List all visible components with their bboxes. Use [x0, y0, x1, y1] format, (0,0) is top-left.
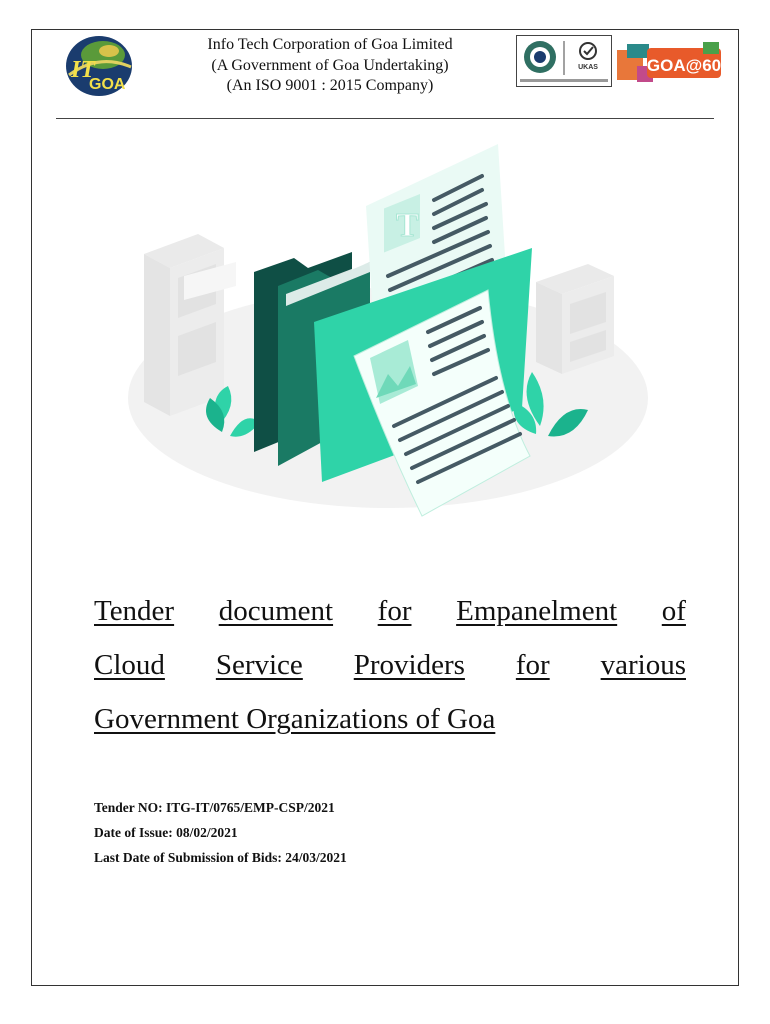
- documents-illustration: [118, 136, 658, 536]
- last-date-submission: Last Date of Submission of Bids: 24/03/2021: [94, 850, 347, 865]
- svg-text:T: T: [396, 207, 419, 244]
- organization-header: [150, 35, 510, 97]
- svg-text:GOA: GOA: [89, 76, 126, 93]
- goa60-badge: [617, 40, 721, 86]
- title-line-2: Cloud Service Providers for various: [94, 649, 686, 681]
- svg-text:IT: IT: [71, 57, 95, 83]
- date-of-issue: Date of Issue: 08/02/2021: [94, 825, 238, 840]
- svg-text:UKAS: UKAS: [578, 64, 598, 71]
- title-line-1: Tender document for Empanelment of: [94, 595, 686, 627]
- right-cabinet: [536, 264, 614, 374]
- document-title: [94, 584, 686, 746]
- itg-logo: [63, 33, 135, 99]
- header-divider: [56, 118, 714, 119]
- tender-number: Tender NO: ITG-IT/0765/EMP-CSP/2021: [94, 800, 335, 815]
- left-cabinet: [144, 234, 236, 416]
- certification-badge: [516, 35, 612, 87]
- tender-info: [94, 795, 347, 870]
- org-subtitle: (A Government of Goa Undertaking): [211, 56, 449, 74]
- svg-text:GOA@60: GOA@60: [646, 56, 721, 75]
- title-line-3: Government Organizations of Goa: [94, 703, 496, 735]
- org-iso: (An ISO 9001 : 2015 Company): [226, 77, 434, 94]
- org-name: Info Tech Corporation of Goa Limited: [207, 36, 453, 53]
